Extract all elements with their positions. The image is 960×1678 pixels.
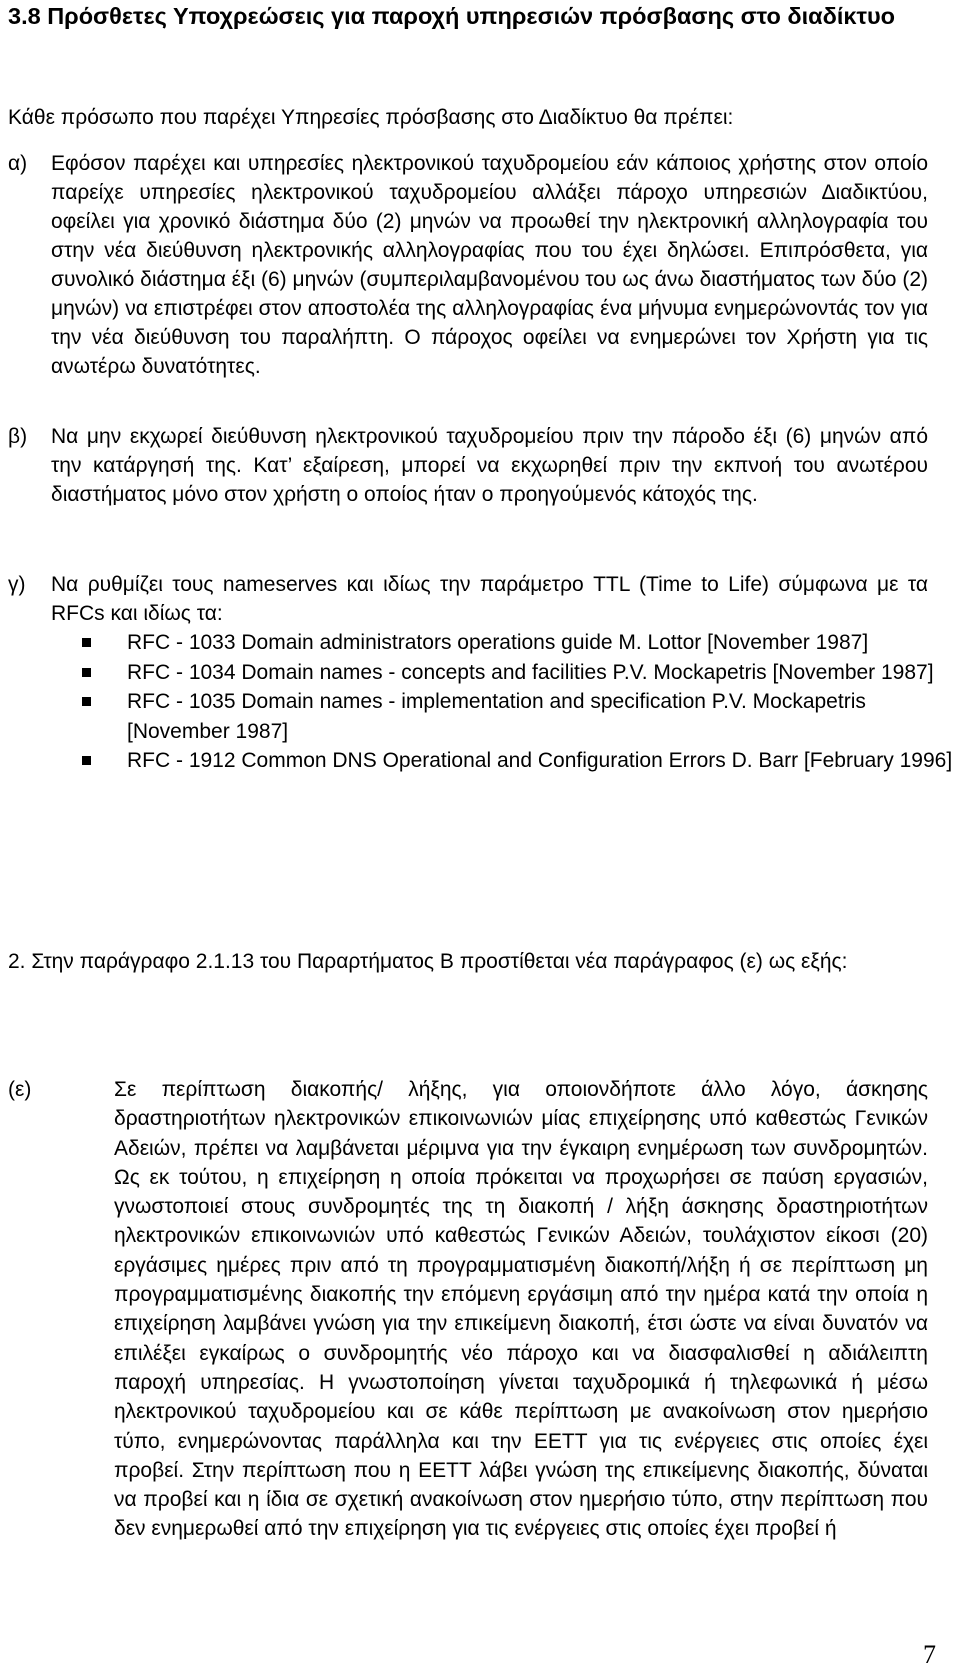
list-item	[80, 658, 960, 688]
list-item-e	[8, 1075, 928, 1544]
bullet-text: RFC - 1033 Domain administrators operations guide M. Lottor [November 1987]	[127, 631, 869, 654]
square-bullet-icon	[82, 638, 91, 647]
page-number: 7	[923, 1640, 936, 1669]
item-text: Να ρυθμίζει τους nameserves και ιδίως την παράμετρο TTL (Time to Life) σύμφωνα με τα RFCs και ιδίως τα:	[51, 573, 928, 625]
square-bullet-icon	[82, 668, 91, 677]
item-label: (ε)	[8, 1078, 32, 1101]
list-item-a	[8, 149, 928, 381]
item-label: γ)	[8, 573, 26, 596]
section-heading: 3.8 Πρόσθετες Υποχρεώσεις για παροχή υπηρεσιών πρόσβασης στο διαδίκτυο	[8, 3, 895, 29]
item-label: α)	[8, 152, 28, 175]
bullet-text: RFC - 1034 Domain names - concepts and facilities P.V. Mockapetris [November 1987]	[127, 660, 934, 684]
square-bullet-icon	[82, 756, 91, 765]
item-text: Σε περίπτωση διακοπής/ λήξης, για οποιονδήποτε άλλο λόγο, άσκησης δραστηριοτήτων ηλεκτρονικών επικοινωνιών μίας επιχείρησης υπό καθεστώς Γενικών Αδειών, πρέπει να λαμβάνεται μέριμνα για την έγκαιρη ενημέρωση των συνδρομητών. Ως εκ τούτου, η επιχείρηση η οποία πρόκειται να προχωρήσει σε παύση εργασιών, γνωστοποιεί στους συνδρομητές της τη διακοπή / λήξη άσκησης δραστηριοτήτων ηλεκτρονικών επικοινωνιών υπό καθεστώς Γενικών Αδειών, τουλάχιστον είκοσι (20) εργάσιμες ημέρες πριν από τη προγραμματισμένη διακοπή/λήξη ή σε περίπτωση μη προγραμματισμένης διακοπής την επόμενη εργάσιμη από την ημέρα κατά την οποία η επιχείρηση λαμβάνει γνώση για την επικείμενη διακοπή, έτσι ώστε να είναι δυνατόν να επιλέξει εγκαίρως ο συνδρομητής νέο πάροχο και να διασφαλισθεί η αδιάλειπτη παροχή υπηρεσίας. Η γνωστοποίηση γίνεται ταχυδρομικά ή τηλεφωνικά ή μέσω ηλεκτρονικού ταχυδρομείου και σε κάθε περίπτωση με ανακοίνωση στον ημερήσιο τύπο, ενημερώνοντας παράλληλα και την ΕΕΤΤ για τις ενέργειες στις οποίες έχει προβεί. Στην περίπτωση που η ΕΕΤΤ λάβει γνώση της επικείμενης διακοπής, δύναται να προβεί και η ίδια σε σχετική ανακοίνωση στον ημερήσιο τύπο, στην περίπτωση που δεν ενημερωθεί από την επιχείρηση για τις ενέργειες στις οποίες έχει προβεί ή	[114, 1078, 928, 1541]
list-item-c	[8, 570, 928, 628]
list-item	[80, 687, 960, 746]
square-bullet-icon	[82, 697, 91, 706]
intro-paragraph: Κάθε πρόσωπο που παρέχει Υπηρεσίες πρόσβασης στο Διαδίκτυο θα πρέπει:	[8, 106, 734, 129]
list-item-b	[8, 422, 928, 509]
list-item	[80, 628, 960, 658]
rfc-bullet-list	[80, 628, 960, 776]
bullet-text: RFC - 1035 Domain names - implementation and specification P.V. Mockapetris [November 1987]	[127, 690, 866, 743]
bullet-text: RFC - 1912 Common DNS Operational and Configuration Errors D. Barr [February 1996]	[127, 749, 953, 772]
list-item	[80, 746, 960, 776]
item-text: Εφόσον παρέχει και υπηρεσίες ηλεκτρονικού ταχυδρομείου εάν κάποιος χρήστης στον οποίο παρείχε υπηρεσίες ηλεκτρονικού ταχυδρομείου αλλάξει πάροχο υπηρεσιών Διαδικτύου, οφείλει για χρονικό διάστημα δύο (2) μηνών να προωθεί την ηλεκτρονική αλληλογραφία του στην νέα διεύθυνση ηλεκτρονικής αλληλογραφίας που του έχει δηλώσει. Επιπρόσθετα, για συνολικό διάστημα έξι (6) μηνών (συμπεριλαμβανομένου του ως άνω διαστήματος των δύο (2) μηνών) να επιστρέφει στον αποστολέα της αλληλογραφίας ένα μήνυμα ενημερώνοντάς τον για την νέα διεύθυνση του παραλήπτη. Ο πάροχος οφείλει να ενημερώνει τον Χρήστη για τις ανωτέρω δυνατότητες.	[51, 152, 928, 378]
item-text: Να μην εκχωρεί διεύθυνση ηλεκτρονικού ταχυδρομείου πριν την πάροδο έξι (6) μηνών από την κατάργησή της. Κατ’ εξαίρεση, μπορεί να εκχωρηθεί πριν την εκπνοή του ανωτέρου διαστήματος μόνο στον χρήστη ο οποίος ήταν ο προηγούμενός κάτοχός της.	[51, 425, 928, 506]
amendment-paragraph: 2. Στην παράγραφο 2.1.13 του Παραρτήματος Β προστίθεται νέα παράγραφος (ε) ως εξής:	[8, 950, 848, 973]
item-label: β)	[8, 425, 28, 448]
